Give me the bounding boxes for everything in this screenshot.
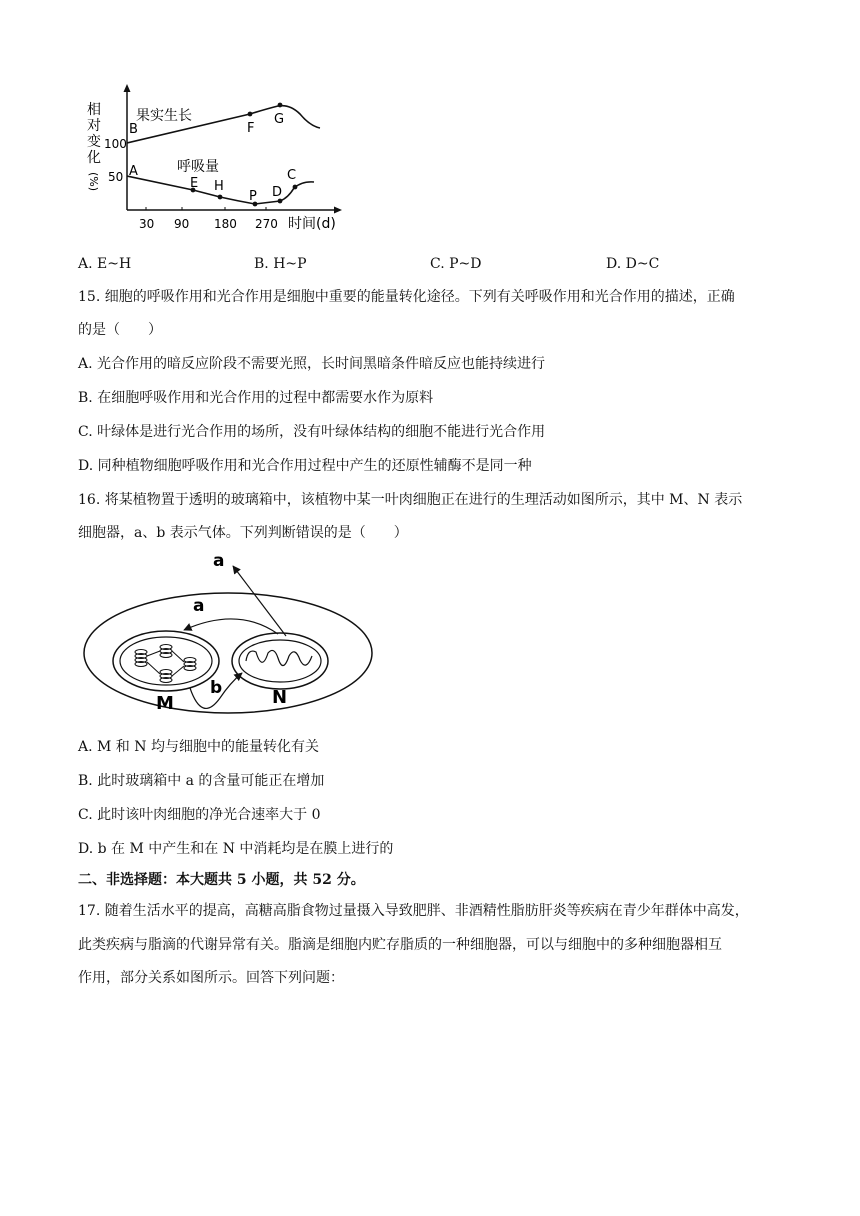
section-heading: 二、非选择题：本大题共 5 小题，共 52 分。 bbox=[78, 872, 365, 888]
ylabel-char-4: 化 bbox=[87, 150, 101, 166]
q17-line-3: 作用，部分关系如图所示。回答下列问题： bbox=[78, 970, 344, 986]
q16-stem-line-1: 16. 将某植物置于透明的玻璃箱中，该植物中某一叶肉细胞正在进行的生理活动如图所示，其中 M、N 表示 bbox=[78, 492, 743, 508]
label-fruit-growth: 果实生长 bbox=[136, 108, 192, 124]
mitochondrion-inner bbox=[239, 640, 321, 682]
q14-option-a[interactable]: A. E~H bbox=[78, 256, 132, 272]
q14-option-d[interactable]: D. D~C bbox=[606, 256, 660, 272]
ylabel-unit: (%) bbox=[87, 172, 100, 192]
q16-option-b[interactable]: B. 此时玻璃箱中 a 的含量可能正在增加 bbox=[78, 773, 325, 789]
xtick-180: 180 bbox=[214, 217, 237, 231]
ytick-100: 100 bbox=[104, 137, 127, 151]
q15-stem-line-1: 15. 细胞的呼吸作用和光合作用是细胞中重要的能量转化途径。下列有关呼吸作用和光合作用的描述，正确 bbox=[78, 289, 735, 305]
label-N: N bbox=[272, 687, 288, 708]
mesophyll-cell-figure bbox=[78, 548, 378, 718]
xlabel: 时间(d) bbox=[288, 216, 336, 232]
q17-line-2: 此类疾病与脂滴的代谢异常有关。脂滴是细胞内贮存脂质的一种细胞器，可以与细胞中的多种细胞器相互 bbox=[78, 937, 722, 953]
arrow-a-to-outside bbox=[233, 566, 286, 636]
ylabel-char-1: 相 bbox=[87, 102, 101, 118]
label-a-inner: a bbox=[193, 596, 205, 616]
grana-stacks bbox=[135, 645, 196, 683]
q16-option-c[interactable]: C. 此时该叶肉细胞的净光合速率大于 0 bbox=[78, 807, 321, 823]
xtick-30: 30 bbox=[139, 217, 155, 231]
mitochondrion-cristae bbox=[246, 650, 312, 665]
point-F-label: F bbox=[247, 121, 255, 136]
label-respiration: 呼吸量 bbox=[177, 159, 219, 175]
point-H bbox=[218, 195, 223, 200]
label-b: b bbox=[210, 678, 223, 698]
point-H-label: H bbox=[214, 179, 224, 194]
q16-option-d[interactable]: D. b 在 M 中产生和在 N 中消耗均是在膜上进行的 bbox=[78, 841, 394, 857]
q15-option-d[interactable]: D. 同种植物细胞呼吸作用和光合作用过程中产生的还原性辅酶不是同一种 bbox=[78, 458, 532, 474]
q14-option-c[interactable]: C. P~D bbox=[430, 256, 482, 272]
q15-stem-line-2: 的是（ ） bbox=[78, 322, 162, 338]
point-G bbox=[278, 103, 283, 108]
label-a-top: a bbox=[213, 551, 225, 571]
point-E-label: E bbox=[190, 176, 199, 191]
point-D-label: D bbox=[272, 185, 283, 200]
point-P-label: P bbox=[249, 189, 257, 204]
arrow-a-to-chloroplast bbox=[184, 619, 278, 634]
point-B-label: B bbox=[129, 122, 138, 137]
ylabel-char-3: 变 bbox=[87, 134, 101, 150]
xtick-270: 270 bbox=[255, 217, 278, 231]
y-axis-arrow bbox=[124, 84, 131, 92]
ytick-50: 50 bbox=[108, 170, 124, 184]
q14-option-b[interactable]: B. H~P bbox=[254, 256, 307, 272]
point-C-label: C bbox=[287, 168, 297, 183]
point-F bbox=[248, 112, 253, 117]
point-A-label: A bbox=[129, 164, 138, 179]
label-M: M bbox=[156, 693, 174, 714]
q17-line-1: 17. 随着生活水平的提高，高糖高脂食物过量摄入导致肥胖、非酒精性脂肪肝炎等疾病在青少年群体中高发， bbox=[78, 903, 749, 919]
point-G-label: G bbox=[274, 112, 285, 127]
q15-option-a[interactable]: A. 光合作用的暗反应阶段不需要光照，长时间黑暗条件暗反应也能持续进行 bbox=[78, 356, 546, 372]
ylabel-char-2: 对 bbox=[87, 118, 101, 134]
q15-option-c[interactable]: C. 叶绿体是进行光合作用的场所，没有叶绿体结构的细胞不能进行光合作用 bbox=[78, 424, 546, 440]
growth-respiration-figure bbox=[78, 80, 348, 240]
q16-option-a[interactable]: A. M 和 N 均与细胞中的能量转化有关 bbox=[78, 739, 319, 755]
q15-option-b[interactable]: B. 在细胞呼吸作用和光合作用的过程中都需要水作为原料 bbox=[78, 390, 434, 406]
xtick-90: 90 bbox=[174, 217, 190, 231]
cell-membrane bbox=[84, 593, 372, 713]
q16-stem-line-2: 细胞器，a、b 表示气体。下列判断错误的是（ ） bbox=[78, 525, 408, 541]
x-axis-arrow bbox=[334, 207, 342, 214]
point-C bbox=[293, 185, 298, 190]
